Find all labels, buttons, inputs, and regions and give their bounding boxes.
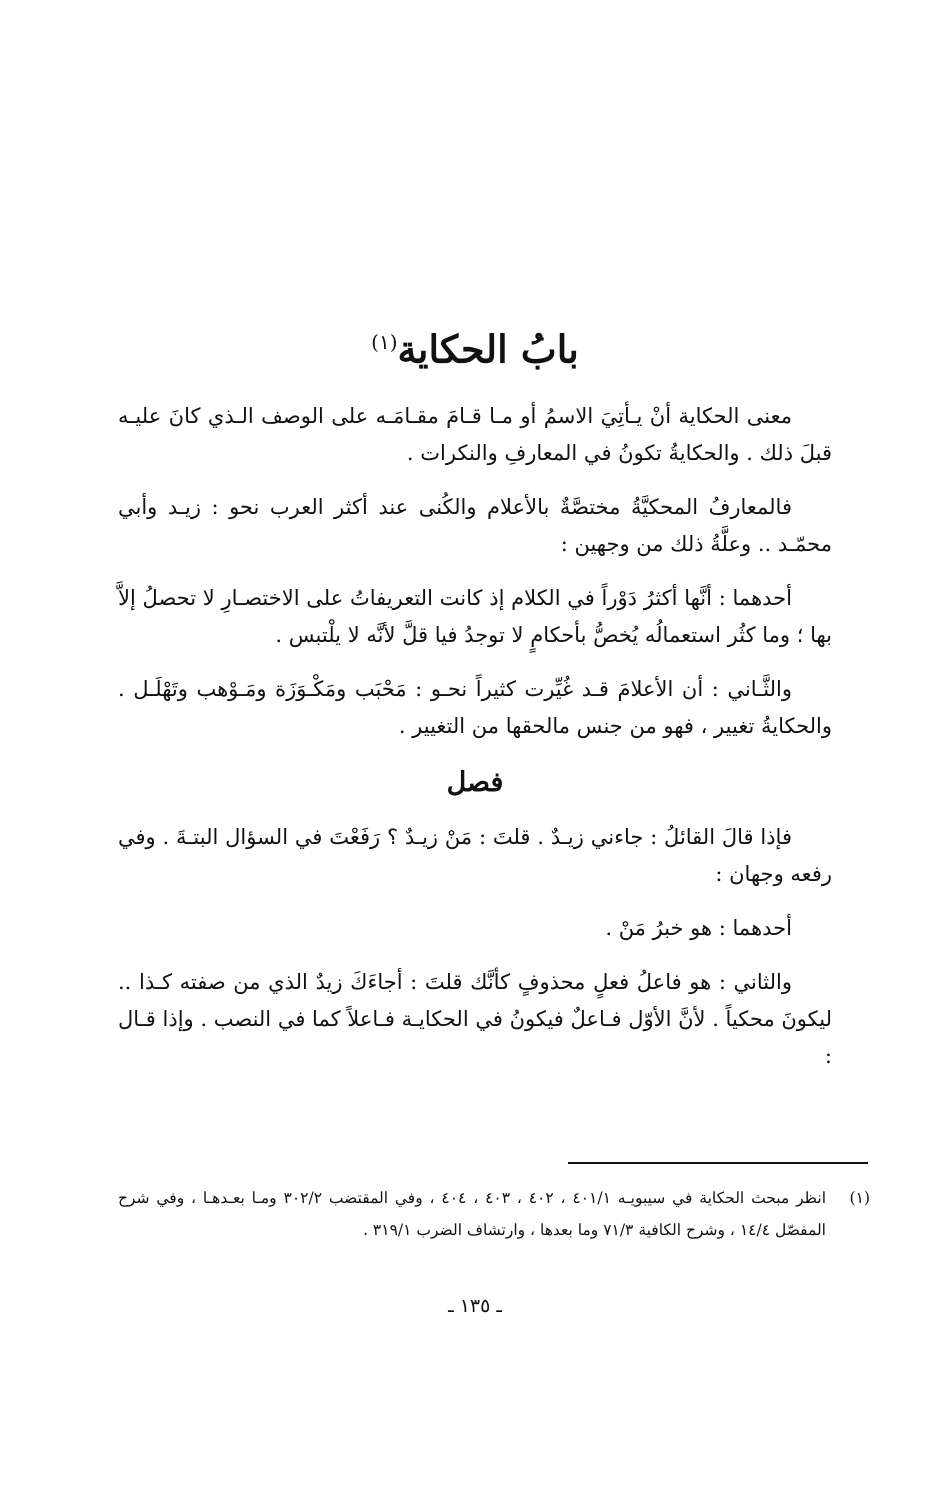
footnote-divider (568, 1162, 868, 1164)
section-heading: فصل (446, 767, 504, 798)
paragraph-example: فإذا قالَ القائلُ : جاءني زيـدٌ . قلتَ : مَنْ زيـدٌ ؟ رَفَعْتَ في السؤال البتـةَ . وفي رفعه وجهان : (118, 825, 832, 886)
paragraph-second-view: والثاني : هو فاعلُ فعلٍ محذوفٍ كأنَّك قلتَ : أجاءَكَ زيدٌ الذي من صفته كـذا .. ليكونَ محكياً . لأنَّ الأوّل فـاعلٌ فيكونُ في الحكايـة فـاعلاً كما في النصب . وإذا قـال : (118, 970, 832, 1068)
footnote-marker: (١) (849, 1189, 870, 1207)
footnote (118, 1182, 870, 1246)
paragraph-definition: معنى الحكاية أنْ يـأتِيَ الاسمُ أو مـا قـامَ مقـامَـه على الوصف الـذي كانَ عليـه قبلَ ذلك . والحكايةُ تكونُ في المعارفِ والنكرات . (118, 404, 832, 465)
paragraph-second-reason: والثَّـاني : أن الأعلامَ قـد غُيِّرت كثيراً نحـو : مَحْبَب ومَكْـوَزَة ومَـوْهب وتَهْلَـل . والحكايةُ تغيير ، فهو من جنس مالحقها من التغيير . (118, 677, 832, 738)
paragraph-first-reason: أحدهما : أنَّها أكثرُ دَوْراً في الكلام إذ كانت التعريفاتُ على الاختصـارِ لا تحصلُ إلاَّ بها ؛ وما كثُر استعمالُه يُخصُّ بأحكامٍ لا توجدُ فيا قلَّ لأنَّه لا يلْتبس . (118, 586, 832, 647)
paragraph-proper-nouns: فالمعارفُ المحكيَّةُ مختصَّةٌ بالأعلام والكُنى عند أكثر العرب نحو : زيـد وأبي محمّـد .. وعلَّةُ ذلك من وجهين : (118, 495, 832, 556)
page-number: ـ ١٣٥ ـ (448, 1295, 502, 1317)
body-text (118, 398, 832, 1092)
chapter-title-text: بابُ الحكاية (397, 326, 579, 372)
footnote-text: انظر مبحث الحكاية في سيبويـه ٤٠١/١ ، ٤٠٢ ، ٤٠٣ ، ٤٠٤ ، وفي المقتضب ٣٠٢/٢ ومـا بعـدهـا ، وفي شرح المفصّل ١٤/٤ ، وشرح الكافية ٧١/٣ وما بعدها ، وارتشاف الضرب ٣١٩/١ . (118, 1189, 827, 1239)
paragraph-first-view: أحدهما : هو خبرُ مَنْ . (605, 916, 792, 940)
chapter-title (0, 318, 950, 374)
footnotes (118, 1182, 870, 1246)
footnote-reference: (١) (371, 330, 398, 354)
